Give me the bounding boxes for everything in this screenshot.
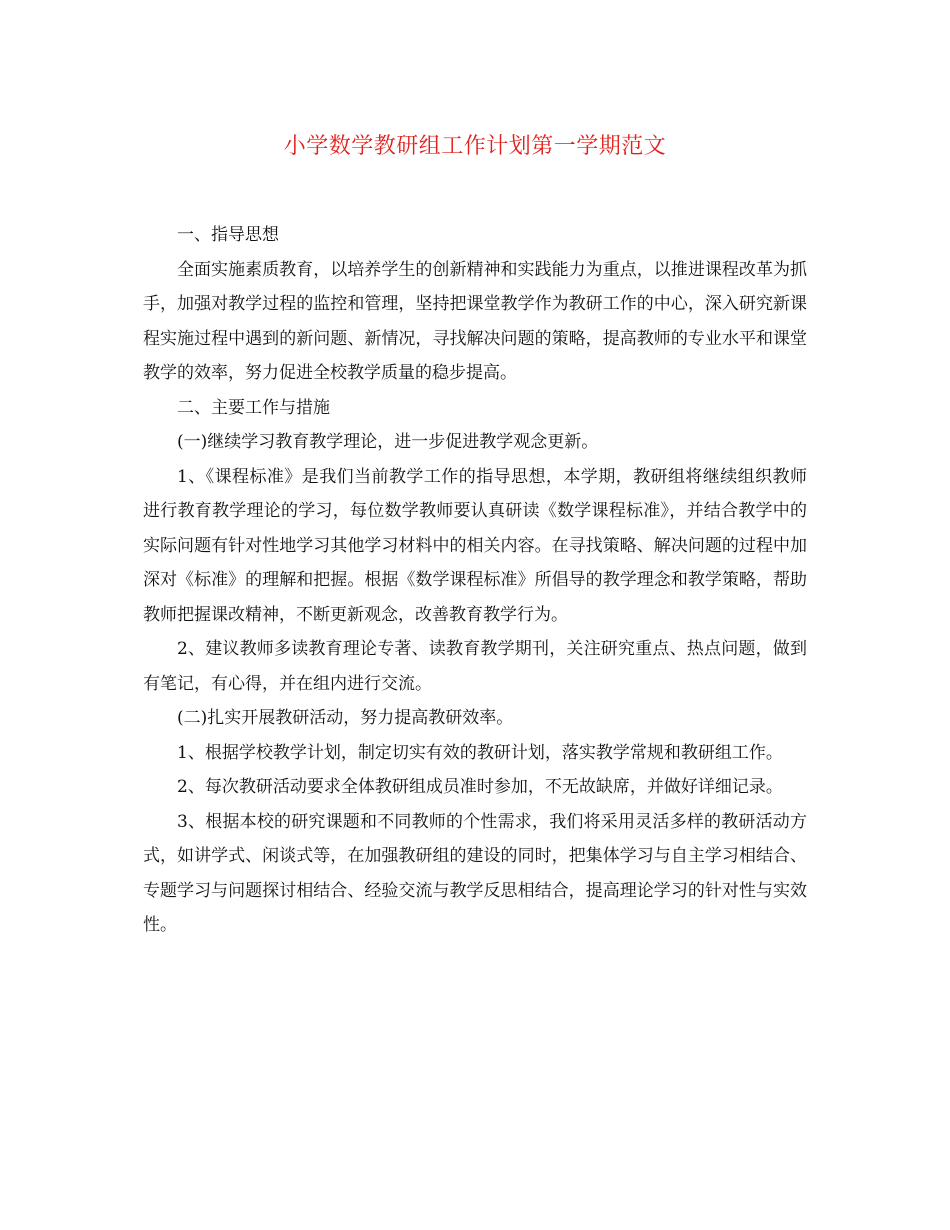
heading-guiding-ideology: 一、指导思想 (177, 225, 279, 245)
heading-main-work: 二、主要工作与措施 (177, 397, 330, 418)
paragraph-research-plan: 1、根据学校教学计划，制定切实有效的教研计划，落实教学常规和教研组工作。 (177, 742, 783, 763)
paragraph-guiding-ideology: 全面实施素质教育，以培养学生的创新精神和实践能力为重点，以推进课程改革为抓手，加强对教学过程的监控和管理，坚持把课堂教学作为教研工作的中心，深入研究新课程实施过程中遇到的新问题、新情况，寻找解决问题的策略，提高教师的专业水平和课堂教学的效率，努力促进全校教学质量的稳步提高。 (143, 259, 807, 383)
document-title: 小学数学教研组工作计划第一学期范文 (283, 134, 667, 159)
subheading-research-activities: (二)扎实开展教研活动，努力提高教研效率。 (177, 708, 514, 728)
document-body (143, 218, 807, 943)
paragraph-curriculum-standard: 1、《课程标准》是我们当前教学工作的指导思想，本学期，教研组将继续组织教师进行教育教学理论的学习，每位数学教师要认真研读《数学课程标准》，并结合教学中的实际问题有针对性地学习其他学习材料中的相关内容。在寻找策略、解决问题的过程中加深对《标准》的理解和把握。根据《数学课程标准》所倡导的教学理念和教学策略，帮助教师把握课改精神，不断更新观念，改善教育教学行为。 (143, 466, 807, 625)
paragraph-activity-forms: 3、根据本校的研究课题和不同教师的个性需求，我们将采用灵活多样的教研活动方式，如讲学式、闲谈式等，在加强教研组的建设的同时，把集体学习与自主学习相结合、专题学习与问题探讨相结合、经验交流与教学反思相结合，提高理论学习的针对性与实效性。 (143, 811, 807, 935)
paragraph-attendance: 2、每次教研活动要求全体教研组成员准时参加，不无故缺席，并做好详细记录。 (177, 777, 783, 797)
subheading-theory-study: (一)继续学习教育教学理论，进一步促进教学观念更新。 (177, 432, 599, 452)
paragraph-reading-suggestion: 2、建议教师多读教育理论专著、读教育教学期刊，关注研究重点、热点问题，做到有笔记，有心得，并在组内进行交流。 (143, 639, 807, 694)
